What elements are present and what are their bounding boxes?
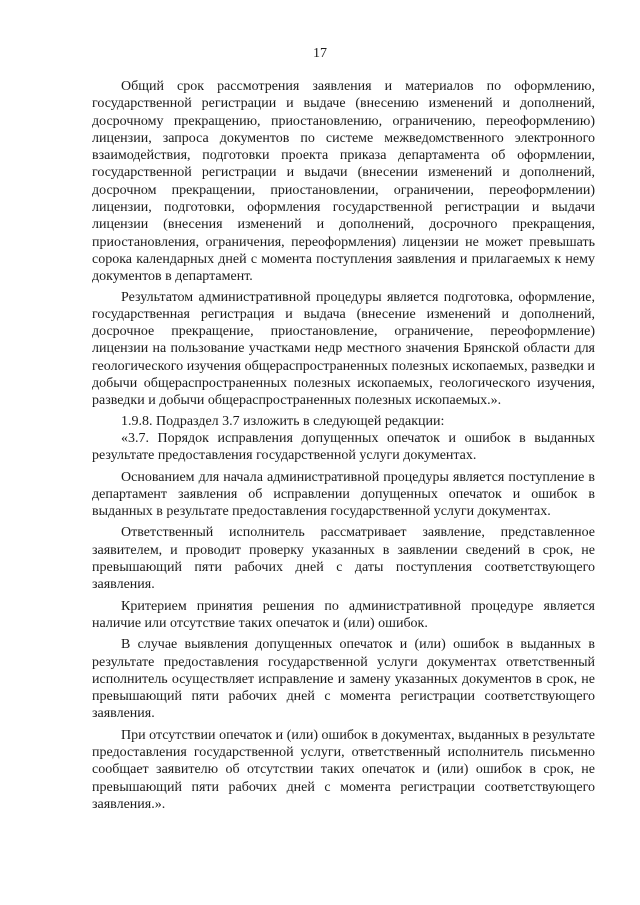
document-body [92, 78, 595, 813]
paragraph-decision-criterion: Критерием принятия решения по административной процедуре является наличие или отсутствие таких опечаток и (или) ошибок. [92, 598, 595, 631]
paragraph-review-term: Общий срок рассмотрения заявления и материалов по оформлению, государственной регистрации и выдаче (внесению изменений и дополнений, досрочному прекращению, приостановлению, ограничению, переоформлению) лицензии, запроса документов по системе межведомственного электронного взаимодействия, подготовки проекта приказа департамента об оформлении, государственной регистрации и выдачи (внесении изменений и дополнений, досрочном прекращении, приостановлении, ограничении, переоформлении) лицензии, подготовки, оформления государственной регистрации и выдачи лицензии (внесения изменений и дополнений, досрочного прекращения, приостановления, ограничения, переоформления) лицензии не может превышать сорока календарных дней с момента поступления заявления и прилагаемых к нему документов в департамент. [92, 79, 595, 285]
paragraph-procedure-basis: Основанием для начала административной процедуры является поступление в департамент заявления об исправлении допущенных опечаток и ошибок в выданных в результате предоставления государственной услуги документах. [92, 469, 595, 520]
paragraph-responsible-executor: Ответственный исполнитель рассматривает заявление, представленное заявителем, и проводит проверку указанных в заявлении сведений в срок, не превышающий пяти рабочих дней с даты поступления соответствующего заявления. [92, 525, 595, 593]
paragraph-subsection-heading: «3.7. Порядок исправления допущенных опечаток и ошибок в выданных результате предоставления государственной услуги документах. [92, 430, 595, 464]
paragraph-amendment-instruction: 1.9.8. Подраздел 3.7 изложить в следующей редакции: [121, 413, 445, 429]
page-number: 17 [313, 46, 327, 61]
paragraph-procedure-result: Результатом административной процедуры является подготовка, оформление, государственная регистрация и выдача (внесение изменений и дополнений, досрочное прекращение, приостановление, ограничение, переоформление) лицензии на пользование участками недр местного значения Брянской области для геологического изучения общераспространенных полезных ископаемых, разведки и добычи общераспространенных полезных ископаемых, геологического изучения, разведки и добычи общераспространенных полезных ископаемых.». [92, 289, 595, 409]
paragraph-errors-found: В случае выявления допущенных опечаток и (или) ошибок в выданных в результате предоставления государственной услуги документах ответственный исполнитель осуществляет исправление и замену указанных документов в срок, не превышающий пяти рабочих дней с момента регистрации соответствующего заявления. [92, 637, 595, 722]
paragraph-no-errors: При отсутствии опечаток и (или) ошибок в документах, выданных в результате предоставления государственной услуги, ответственный исполнитель письменно сообщает заявителю об отсутствии таких опечаток и (или) ошибок в срок, не превышающий пяти рабочих дней с момента регистрации соответствующего заявления.». [92, 727, 595, 812]
